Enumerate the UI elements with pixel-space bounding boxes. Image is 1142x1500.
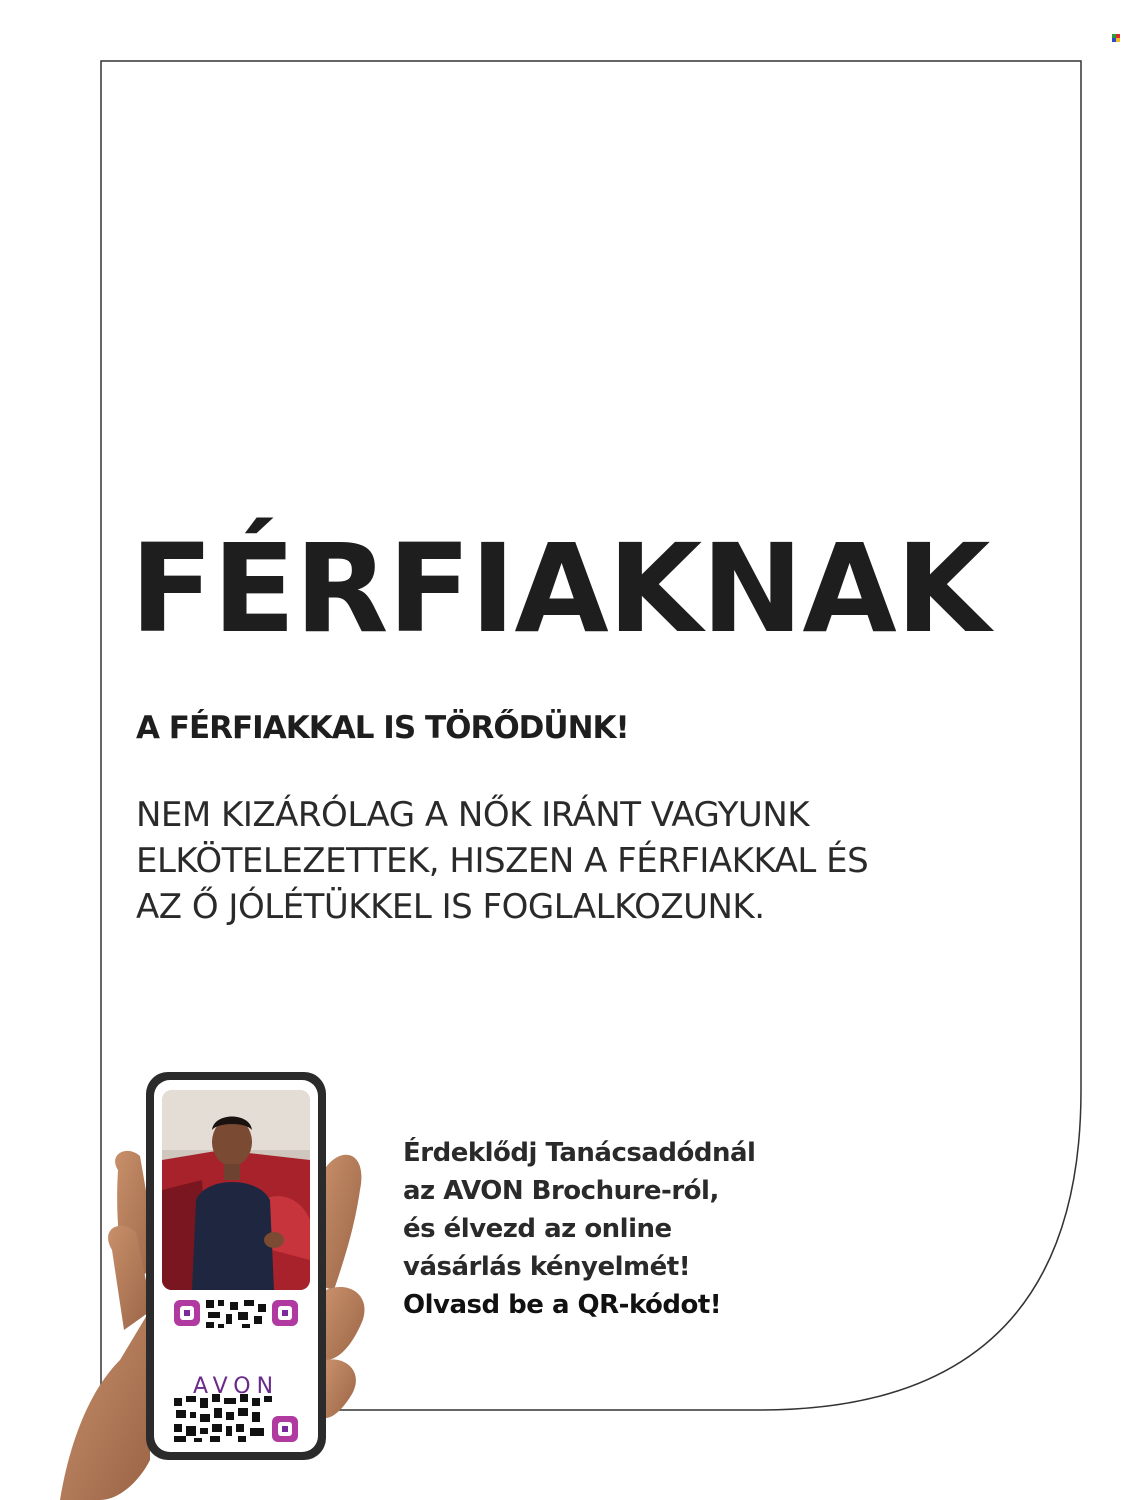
body-line: ELKÖTELEZETTEK, HISZEN A FÉRFIAKKAL ÉS (136, 841, 869, 881)
qr-code-icon (154, 1294, 318, 1452)
cta-line: vásárlás kényelmét! (403, 1252, 691, 1282)
cta-line: az AVON Brochure-ról, (403, 1176, 719, 1206)
phone-screen (154, 1080, 318, 1452)
cta-line-qr: Olvasd be a QR-kódot! (403, 1290, 722, 1320)
body-line: NEM KIZÁRÓLAG A NŐK IRÁNT VAGYUNK (136, 795, 810, 835)
qr-brand-label: AVON (192, 1374, 280, 1399)
body-text (136, 792, 868, 930)
subheadline: A FÉRFIAKKAL IS TÖRŐDÜNK! (136, 710, 629, 746)
cta-line: Érdeklődj Tanácsadódnál (403, 1138, 756, 1168)
man-with-car-image (162, 1090, 310, 1290)
call-to-action (403, 1134, 755, 1324)
body-line: AZ Ő JÓLÉTÜKKEL IS FOGLALKOZUNK. (136, 887, 765, 927)
headline: FÉRFIAKNAK (130, 518, 990, 660)
cta-line: és élvezd az online (403, 1214, 672, 1244)
phone-in-hand-illustration (0, 1060, 400, 1500)
model-photo (162, 1090, 310, 1290)
